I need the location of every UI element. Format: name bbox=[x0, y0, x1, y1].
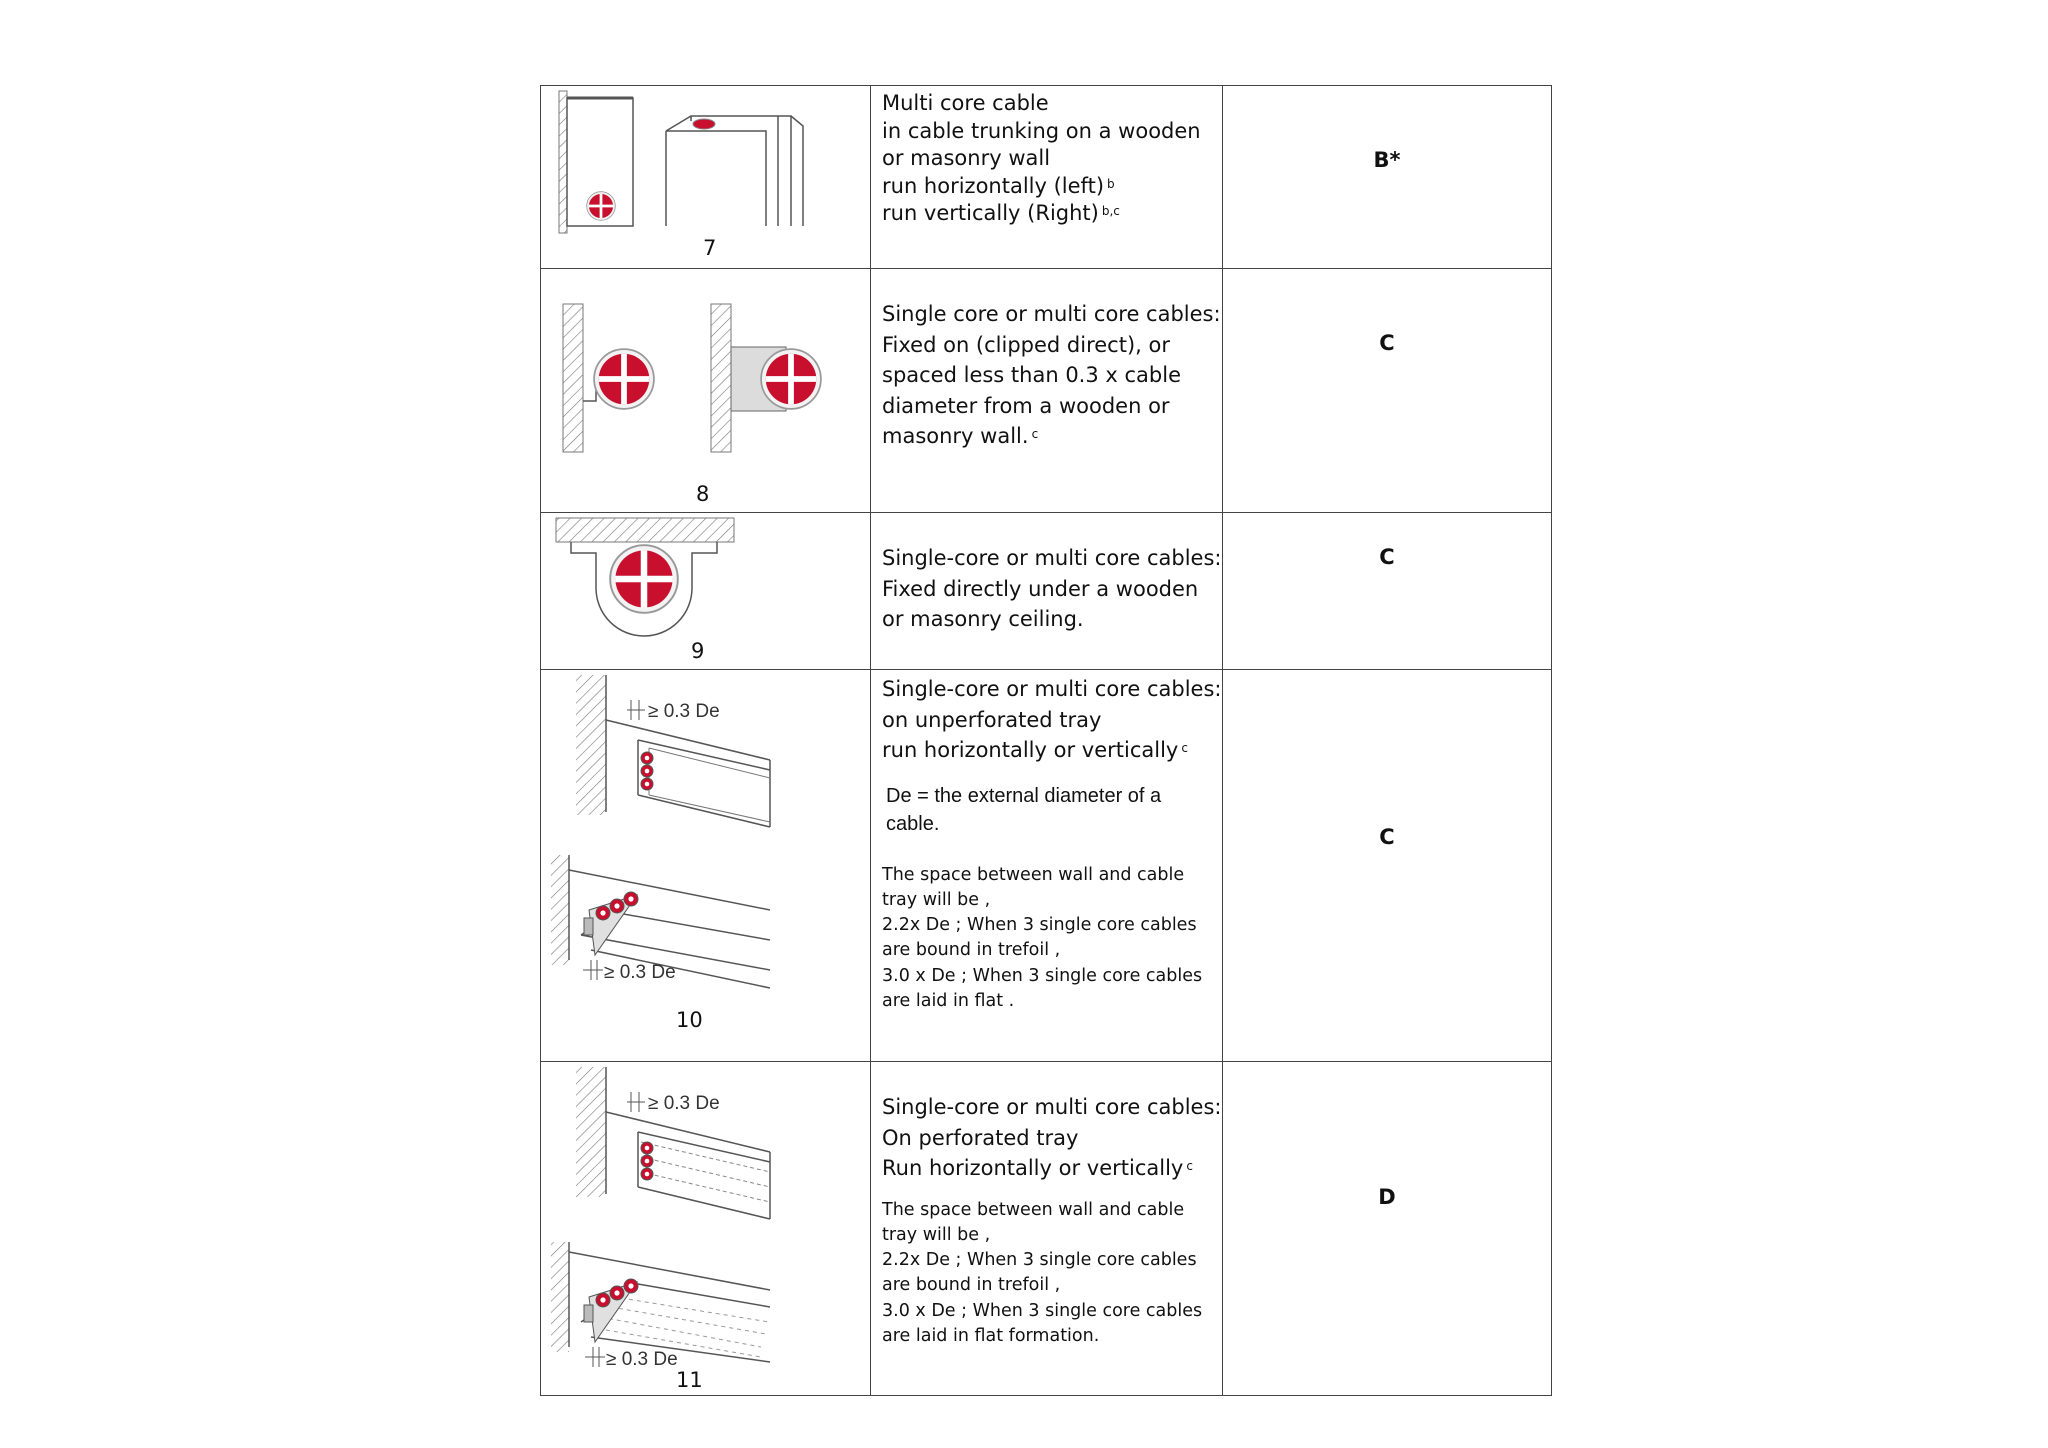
spacing-note-line: 3.0 x De ; When 3 single core cables are laid in flat formation. bbox=[882, 1300, 1203, 1346]
figure-cell bbox=[541, 670, 871, 1062]
description-line: in cable trunking on a wooden bbox=[882, 118, 1201, 143]
footnote-marker: c bbox=[1181, 741, 1188, 755]
table-row bbox=[541, 1062, 1552, 1396]
reference-method: C bbox=[1379, 331, 1395, 355]
spacing-note-line: 3.0 x De ; When 3 single core cables are laid in flat . bbox=[882, 965, 1203, 1011]
method-cell bbox=[1223, 269, 1552, 513]
description-line: run horizontally (left) bbox=[882, 173, 1105, 198]
footnote-marker: c bbox=[1031, 427, 1039, 441]
method-cell bbox=[1223, 86, 1552, 269]
cable-installation-table bbox=[540, 85, 1550, 1392]
figure-number: 11 bbox=[676, 1368, 703, 1392]
definition-text: De = the external diameter of a cable. bbox=[886, 784, 1162, 835]
method-cell bbox=[1223, 670, 1552, 1062]
description-line: run vertically (Right) bbox=[882, 201, 1099, 225]
description-line: Multi core cable bbox=[882, 91, 1049, 115]
table-row bbox=[541, 86, 1552, 269]
reference-method: C bbox=[1379, 825, 1395, 849]
figure-number: 8 bbox=[696, 482, 710, 506]
description-line: Run horizontally or vertically bbox=[882, 1156, 1184, 1180]
reference-method: B* bbox=[1373, 148, 1401, 172]
perforated-tray-diagram bbox=[541, 1062, 870, 1395]
description-line: Single-core or multi core cables: bbox=[882, 1095, 1222, 1119]
spacing-note-line: 2.2x De ; When 3 single core cables are bound in trefoil , bbox=[882, 915, 1197, 961]
figure-number: 10 bbox=[676, 1008, 703, 1032]
installation-methods-table bbox=[540, 85, 1552, 1396]
spacing-note-line: The space between wall and cable tray will be , bbox=[882, 1199, 1185, 1245]
figure-cell bbox=[541, 1062, 871, 1396]
description-line: on unperforated tray bbox=[882, 707, 1102, 732]
description-line: or masonry wall bbox=[882, 146, 1051, 170]
description-line: Single-core or multi core cables: bbox=[882, 677, 1222, 701]
table-row bbox=[541, 670, 1552, 1062]
spacing-note-line: The space between wall and cable tray will be , bbox=[882, 864, 1185, 910]
reference-method: C bbox=[1379, 545, 1395, 569]
description-cell bbox=[871, 86, 1223, 269]
description-cell bbox=[871, 269, 1223, 513]
method-cell bbox=[1223, 513, 1552, 670]
description-line: Single-core or multi core cables: bbox=[882, 546, 1222, 570]
figure-number: 9 bbox=[691, 639, 705, 663]
description-cell bbox=[871, 670, 1223, 1062]
clearance-label: ≥ 0.3 De bbox=[648, 1093, 720, 1114]
ceiling-diagram bbox=[541, 513, 870, 669]
footnote-marker: b,c bbox=[1101, 204, 1120, 218]
figure-cell bbox=[541, 269, 871, 513]
unperforated-tray-diagram bbox=[541, 670, 870, 1061]
description-line: run horizontally or vertically bbox=[882, 738, 1179, 762]
description-line: Fixed directly under a wooden bbox=[882, 576, 1199, 601]
footnote-marker: b bbox=[1107, 176, 1115, 191]
clipped-direct-diagram bbox=[541, 269, 870, 512]
clearance-label: ≥ 0.3 De bbox=[606, 1349, 678, 1370]
table-row bbox=[541, 269, 1552, 513]
description-line: Fixed on (clipped direct), or bbox=[882, 332, 1170, 357]
figure-number: 7 bbox=[703, 236, 717, 260]
clearance-label: ≥ 0.3 De bbox=[648, 701, 720, 722]
description-cell bbox=[871, 513, 1223, 670]
description-line: or masonry ceiling. bbox=[882, 607, 1084, 631]
description-line: spaced less than 0.3 x cable bbox=[882, 363, 1181, 387]
footnote-marker: c bbox=[1186, 1159, 1193, 1173]
figure-cell bbox=[541, 513, 871, 670]
method-cell bbox=[1223, 1062, 1552, 1396]
description-line: On perforated tray bbox=[882, 1125, 1079, 1150]
description-line: masonry wall. bbox=[882, 424, 1029, 448]
spacing-note-line: 2.2x De ; When 3 single core cables are bound in trefoil , bbox=[882, 1250, 1197, 1296]
figure-cell bbox=[541, 86, 871, 269]
description-line: Single core or multi core cables: bbox=[882, 302, 1221, 326]
table-row bbox=[541, 513, 1552, 670]
clearance-label: ≥ 0.3 De bbox=[604, 962, 676, 983]
reference-method: D bbox=[1378, 1185, 1396, 1209]
description-cell bbox=[871, 1062, 1223, 1396]
description-line: diameter from a wooden or bbox=[882, 393, 1170, 418]
